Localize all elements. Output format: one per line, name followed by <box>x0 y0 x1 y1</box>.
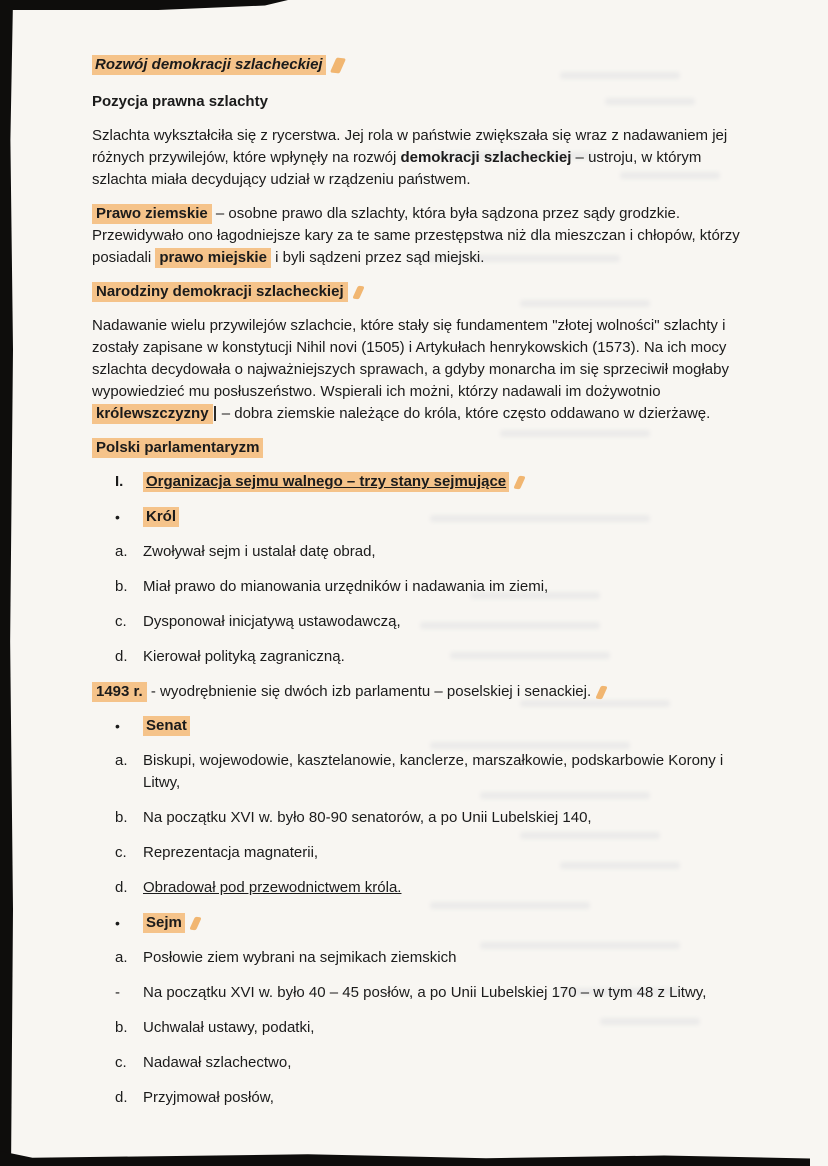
stray-pen-mark <box>214 406 216 421</box>
text-run: i byli sądzeni przez sąd miejski. <box>270 249 485 266</box>
list-item-text: Na początku XVI w. było 80-90 senatorów, a po Unii Lubelskiej 140, <box>143 809 592 826</box>
heading-parlamentaryzm-line <box>92 437 758 459</box>
list-item-text: Przyjmował posłów, <box>143 1089 274 1106</box>
list-item-text: Kierował polityką zagraniczną. <box>143 648 345 665</box>
list-item <box>92 842 758 864</box>
paragraph-1493 <box>92 681 758 703</box>
paragraph-narodziny <box>92 315 758 425</box>
highlighter-mark-icon <box>189 916 201 930</box>
list-item-text: Obradował pod przewodnictwem króla. <box>143 879 402 896</box>
list-item-text: Uchwalał ustawy, podatki, <box>143 1019 315 1036</box>
list-marker: c. <box>115 844 127 861</box>
title-line <box>92 54 758 76</box>
list-marker: a. <box>115 949 128 966</box>
text-run-highlighted: prawo miejskie <box>155 248 271 268</box>
list-marker: a. <box>115 543 128 560</box>
text-run: – dobra ziemskie należące do króla, które często oddawano w dzierżawę. <box>217 405 711 422</box>
list-marker: c. <box>115 1054 127 1071</box>
text-run-highlighted: Prawo ziemskie <box>92 204 212 224</box>
paragraph-prawo-ziemskie <box>92 203 758 269</box>
bullet-label: Król <box>143 507 179 527</box>
list-item-text: Miał prawo do mianowania urzędników i nadawania im ziemi, <box>143 578 549 595</box>
highlighter-mark-icon <box>352 285 364 299</box>
list-item <box>92 807 758 829</box>
heading-pozycja-prawna: Pozycja prawna szlachty <box>92 93 268 110</box>
text-run-bold: demokracji szlacheckiej <box>400 149 572 166</box>
list-item <box>92 750 758 794</box>
list-marker: b. <box>115 809 128 826</box>
list-marker: - <box>115 984 120 1001</box>
bullet-marker: • <box>115 718 120 734</box>
heading-narodziny-line <box>92 281 758 303</box>
bullet-marker: • <box>115 915 120 931</box>
text-run-highlighted: królewszczyzny <box>92 404 213 424</box>
text-run: – osobne prawo dla szlachty, która była sądzona przez sądy grodzkie. Przewidywało ono łagodniejsze kary za te same przestępstwa niż dla mieszczan i chłopów, którzy posiadali <box>92 205 740 266</box>
list-marker: c. <box>115 613 127 630</box>
text-run: – ustroju, w którym szlachta miała decydujący udział w rządzeniu państwem. <box>92 149 702 188</box>
list-item-text: Reprezentacja magnaterii, <box>143 844 319 861</box>
text-run: - wyodrębnienie się dwóch izb parlamentu – poselskiej i senackiej. <box>146 683 592 700</box>
highlighter-mark-icon <box>513 475 525 489</box>
bullet-item-sejm <box>92 912 758 934</box>
list-item <box>92 576 758 598</box>
list-marker: d. <box>115 648 128 665</box>
paragraph-szlachta <box>92 125 758 191</box>
list-item <box>92 1052 758 1074</box>
list-item-text: Organizacja sejmu walnego – trzy stany sejmujące <box>143 472 509 492</box>
list-item <box>92 982 758 1004</box>
bullet-label: Sejm <box>143 913 185 933</box>
list-item <box>92 541 758 563</box>
list-marker: I. <box>115 473 124 490</box>
highlighter-mark-icon <box>329 57 345 73</box>
list-item-text: Zwoływał sejm i ustalał datę obrad, <box>143 543 376 560</box>
text-run: Nadawanie wielu przywilejów szlachcie, które stały się fundamentem "złotej wolności" szlachty i zostały zapisane w konstytucji Nihil novi (1505) i Artykułach henrykowskich (1573). Na ich mocy szlachta decydowała o najważniejszych sprawach, a gdyby monarcha im się sprzeciwił mogłaby wypowiedzieć mu posłuszeństwo. Wspierali ich możni, którzy nadawali im dożywotnio <box>92 317 729 400</box>
list-marker: d. <box>115 1089 128 1106</box>
text-run: Szlachta wykształciła się z rycerstwa. Jej rola w państwie zwiększała się wraz z nadawaniem jej różnych przywilejów, które wpłynęły na rozwój <box>92 127 728 166</box>
heading-parlamentaryzm: Polski parlamentaryzm <box>92 438 263 458</box>
list-item-text: Nadawał szlachectwo, <box>143 1054 292 1071</box>
bullet-item-krol <box>92 506 758 528</box>
bullet-label: Senat <box>143 716 190 736</box>
document-title: Rozwój demokracji szlacheckiej <box>92 55 326 75</box>
highlighter-mark-icon <box>595 685 607 699</box>
list-item-text: Biskupi, wojewodowie, kasztelanowie, kanclerze, marszałkowie, podskarbowie Korony i Litwy, <box>143 752 724 791</box>
list-item <box>92 1087 758 1109</box>
list-item-text: Na początku XVI w. było 40 – 45 posłów, a po Unii Lubelskiej 170 – w tym 48 z Litwy, <box>143 984 707 1001</box>
list-item <box>92 611 758 633</box>
list-item <box>92 877 758 899</box>
bullet-item-senat <box>92 715 758 737</box>
list-item <box>92 646 758 668</box>
text-run-highlighted: 1493 r. <box>92 682 147 702</box>
list-item-roman-I <box>92 471 758 493</box>
heading-narodziny: Narodziny demokracji szlacheckiej <box>92 282 348 302</box>
list-item-text: Posłowie ziem wybrani na sejmikach ziemskich <box>143 949 457 966</box>
list-marker: b. <box>115 1019 128 1036</box>
list-marker: a. <box>115 752 128 769</box>
list-item <box>92 1017 758 1039</box>
list-marker: d. <box>115 879 128 896</box>
list-marker: b. <box>115 578 128 595</box>
list-item-text: Dysponował inicjatywą ustawodawczą, <box>143 613 401 630</box>
bullet-marker: • <box>115 509 120 525</box>
list-item <box>92 947 758 969</box>
